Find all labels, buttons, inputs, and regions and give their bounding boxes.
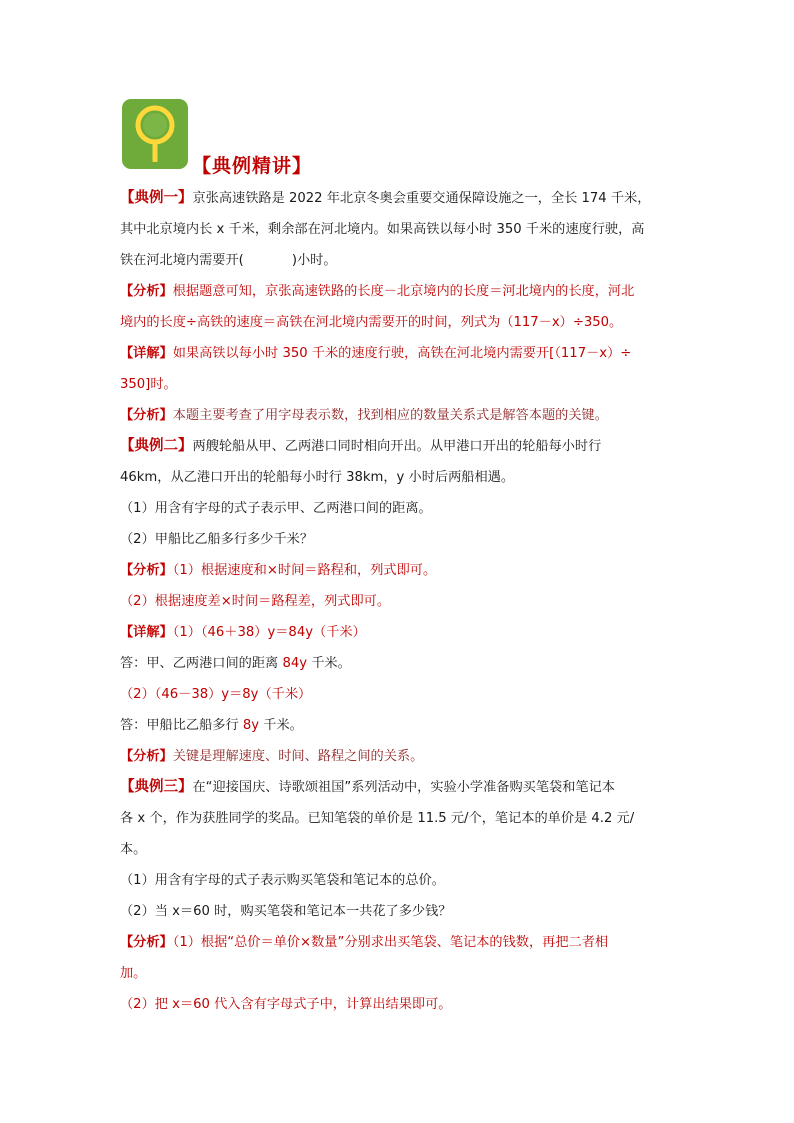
ex2-answer-2: 答：甲船比乙船多行 8y 千米。 (120, 718, 303, 733)
ex3-question-line-3: 本。 (120, 842, 147, 857)
ex3-analysis-1a: 【分析】（1）根据“总价＝单价×数量”分别求出买笔袋、笔记本的钱数，再把二者相 (120, 935, 609, 950)
ex1-analysis-line-2: 境内的长度÷高铁的速度＝高铁在河北境内需要开的时间，列式为（117－x）÷350。 (120, 315, 623, 330)
section-logo (122, 99, 188, 169)
ex2-subquestion-2: （2）甲船比乙船多行多少千米？ (120, 532, 314, 547)
ex2-answer-1: 答：甲、乙两港口间的距离 84y 千米。 (120, 656, 351, 671)
ex3-analysis-2: （2）把 x＝60 代入含有字母式子中，计算出结果即可。 (120, 997, 452, 1012)
ex1-detail-line-2: 350]时。 (120, 377, 177, 392)
ex3-subquestion-1: （1）用含有字母的式子表示购买笔袋和笔记本的总价。 (120, 873, 445, 888)
ex1-question-line-2: 其中北京境内长 x 千米，剩余部在河北境内。如果高铁以每小时 350 千米的速度行驶，高 (120, 222, 645, 237)
ex2-subquestion-1: （1）用含有字母的式子表示甲、乙两港口间的距离。 (120, 501, 432, 516)
ex1-label: 【典例一】 (120, 190, 193, 206)
ex1-question-line-1: 【典例一】京张高速铁路是 2022 年北京冬奥会重要交通保障设施之一，全长 174 千米， (120, 190, 651, 206)
ex2-analysis-1: 【分析】（1）根据速度和×时间＝路程和，列式即可。 (120, 563, 437, 578)
ex2-note: 【分析】关键是理解速度、时间、路程之间的关系。 (120, 749, 424, 764)
ex3-subquestion-2: （2）当 x＝60 时，购买笔袋和笔记本一共花了多少钱？ (120, 904, 452, 919)
ex3-label: 【典例三】 (120, 779, 193, 795)
ex1-analysis-line-1: 【分析】根据题意可知，京张高速铁路的长度－北京境内的长度＝河北境内的长度，河北 (120, 284, 635, 299)
ex1-question-line-3: 铁在河北境内需要开( )小时。 (120, 253, 337, 268)
ex3-question-line-2: 各 x 个，作为获胜同学的奖品。已知笔袋的单价是 11.5 元/个，笔记本的单价是 4.2 元/ (120, 811, 635, 826)
ex2-question-line-2: 46km，从乙港口开出的轮船每小时行 38km，y 小时后两船相遇。 (120, 470, 515, 485)
magnifier-icon (122, 99, 188, 169)
examples-content (120, 183, 668, 1020)
section-title: 【典例精讲】 (192, 155, 313, 177)
ex1-note: 【分析】本题主要考查了用字母表示数，找到相应的数量关系式是解答本题的关键。 (120, 408, 608, 423)
ex1-detail-line-1: 【详解】如果高铁以每小时 350 千米的速度行驶，高铁在河北境内需要开[（117－x）÷ (120, 346, 632, 361)
ex2-analysis-2: （2）根据速度差×时间＝路程差，列式即可。 (120, 594, 391, 609)
ex3-question-line-1: 【典例三】在“迎接国庆、诗歌颂祖国”系列活动中，实验小学准备购买笔袋和笔记本 (120, 779, 615, 795)
ex2-question-line-1: 【典例二】两艘轮船从甲、乙两港口同时相向开出。从甲港口开出的轮船每小时行 (120, 438, 602, 454)
ex2-detail-2: （2）（46－38）y＝8y（千米） (120, 687, 312, 702)
ex3-analysis-1b: 加。 (120, 966, 147, 981)
ex2-label: 【典例二】 (120, 438, 193, 454)
ex2-detail-1: 【详解】（1）（46＋38）y＝84y（千米） (120, 625, 366, 640)
